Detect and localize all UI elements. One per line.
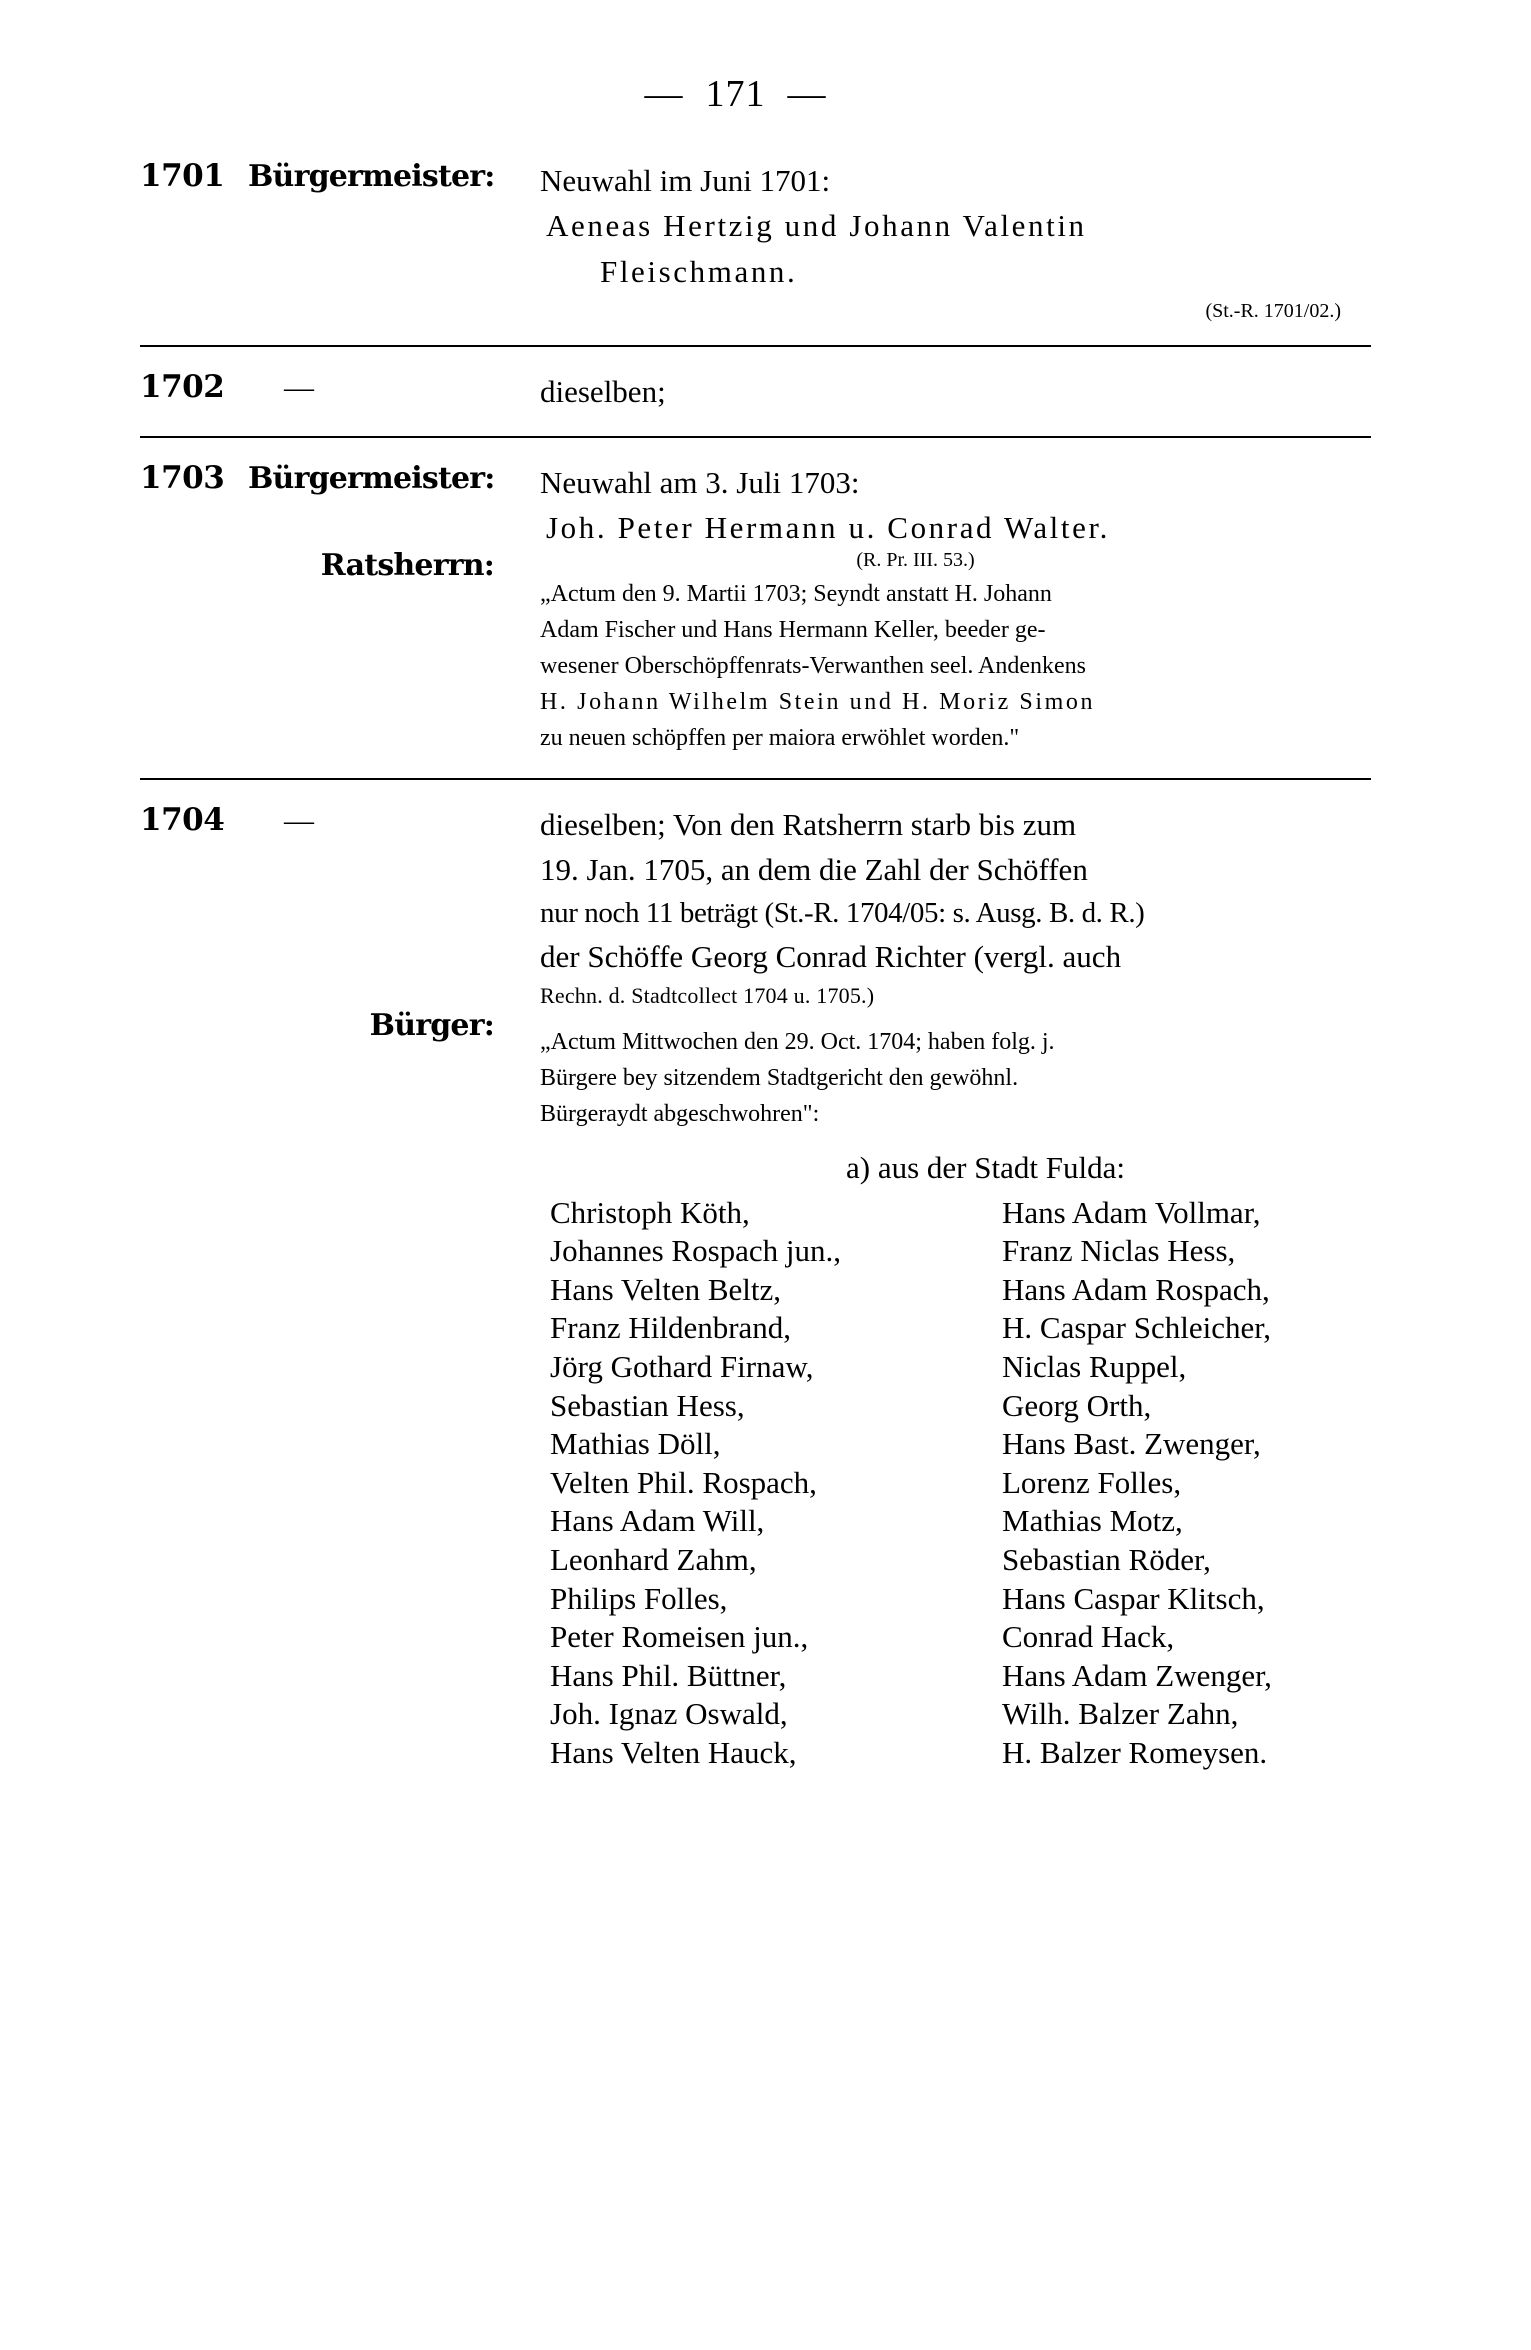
entry-1702-role: — [284, 370, 314, 404]
entry-1703-body [540, 460, 1371, 756]
entry-1704-label [140, 802, 540, 1043]
name-column-right [970, 1194, 1422, 1773]
entry-1703-label [140, 460, 540, 583]
entry-1703-quote-line: H. Johann Wilhelm Stein und H. Moriz Simon [540, 688, 1096, 715]
entry-1704-line-2: 19. Jan. 1705, an dem die Zahl der Schöffen [540, 851, 1088, 887]
list-item: Niclas Ruppel, [1002, 1349, 1187, 1385]
entry-1704-line-5: Rechn. d. Stadtcollect 1704 u. 1705.) [540, 982, 875, 1008]
entry-1701-body [540, 158, 1371, 323]
name-list [540, 1194, 1371, 1773]
list-item: H. Balzer Romeysen. [1002, 1735, 1268, 1770]
name-column-left [540, 1194, 970, 1773]
name-list-heading: a) aus der Stadt Fulda: [846, 1149, 1125, 1185]
entry-1704-line-4: der Schöffe Georg Conrad Richter (vergl. auch [540, 939, 1122, 975]
entry-1703-line-2: Joh. Peter Hermann u. Conrad Walter. [546, 510, 1111, 546]
entry-1701-year: 1701 [140, 158, 225, 194]
entry-1704-year: 1704 [140, 801, 225, 838]
entry-1704-body [540, 802, 1371, 1773]
entry-1703-role-sub: Ratsherrn: [320, 548, 494, 583]
entry-1703-quote [540, 576, 1371, 756]
entry-1701 [140, 158, 1371, 323]
entry-1701-line-3: Fleischmann. [600, 253, 798, 289]
entry-1703 [140, 460, 1371, 756]
entry-list-4 [0, 802, 1531, 1773]
list-item: Lorenz Folles, [1002, 1464, 1182, 1500]
entry-1703-quote-line: zu neuen schöpffen per maiora erwöhlet worden." [540, 724, 1020, 751]
list-item: Velten Phil. Rospach, [550, 1464, 817, 1500]
list-item: H. Caspar Schleicher, [1002, 1310, 1272, 1346]
entry-1703-role: Bürgermeister: [248, 461, 495, 496]
list-item: Hans Velten Hauck, [550, 1735, 797, 1770]
entry-1701-role: Bürgermeister: [248, 159, 495, 194]
entry-1701-label [140, 158, 540, 194]
entry-list-2 [0, 369, 1531, 414]
entry-1704 [140, 802, 1371, 1773]
entry-1704-role: — [284, 803, 314, 837]
list-item: Conrad Hack, [1002, 1619, 1175, 1655]
list-item: Hans Velten Beltz, [550, 1271, 782, 1307]
list-item: Jörg Gothard Firnaw, [550, 1349, 814, 1385]
entry-1701-citation: (St.-R. 1701/02.) [1205, 299, 1341, 322]
list-item: Hans Adam Zwenger, [1002, 1657, 1272, 1693]
list-item: Christoph Köth, [550, 1194, 750, 1230]
entry-1703-quote-line: Adam Fischer und Hans Hermann Keller, beeder ge- [540, 616, 1046, 643]
list-item: Joh. Ignaz Oswald, [550, 1696, 788, 1732]
list-item: Sebastian Röder, [1002, 1542, 1211, 1578]
entry-1702-label [140, 369, 540, 405]
entry-1702 [140, 369, 1371, 414]
list-item: Johannes Rospach jun., [550, 1233, 842, 1269]
entry-list-3 [0, 460, 1531, 756]
list-item: Hans Adam Rospach, [1002, 1271, 1270, 1307]
separator-wrap-1 [0, 345, 1531, 347]
entry-1704-quote-line: Bürgere bey sitzendem Stadtgericht den gewöhnl. [540, 1064, 1019, 1091]
list-item: Leonhard Zahm, [550, 1542, 757, 1578]
list-item: Hans Adam Will, [550, 1503, 765, 1539]
list-item: Peter Romeisen jun., [550, 1619, 809, 1655]
entry-1703-line-1: Neuwahl am 3. Juli 1703: [540, 465, 860, 500]
separator-wrap-3 [0, 778, 1531, 780]
list-item: Hans Caspar Klitsch, [1002, 1580, 1265, 1616]
entry-list [0, 158, 1531, 323]
list-item: Wilh. Balzer Zahn, [1002, 1696, 1239, 1732]
list-item: Hans Adam Vollmar, [1002, 1194, 1261, 1230]
list-item: Franz Hildenbrand, [550, 1310, 792, 1346]
entry-1703-quote-line: „Actum den 9. Martii 1703; Seyndt anstatt H. Johann [540, 580, 1052, 607]
list-item: Mathias Motz, [1002, 1503, 1183, 1539]
entry-1704-quote-line: Bürgeraydt abgeschwohren": [540, 1100, 820, 1127]
entry-1704-quote-line: „Actum Mittwochen den 29. Oct. 1704; haben folg. j. [540, 1028, 1055, 1055]
entry-1702-year: 1702 [140, 368, 225, 405]
entry-1702-body [540, 369, 1371, 414]
entry-1704-line-1: dieselben; Von den Ratsherrn starb bis zum [540, 806, 1077, 842]
page-number-dash-right: — [787, 73, 827, 115]
page-header [0, 0, 1531, 116]
entry-1702-line-1: dieselben; [540, 373, 666, 409]
list-item: Franz Niclas Hess, [1002, 1233, 1236, 1269]
list-item: Georg Orth, [1002, 1387, 1152, 1423]
entry-separator [140, 345, 1371, 347]
entry-1704-role-sub: Bürger: [369, 1007, 494, 1043]
page-number: 171 [705, 73, 766, 115]
entry-1704-buerger-quote [540, 1024, 1371, 1132]
entry-1704-line-3: nur noch 11 beträgt (St.-R. 1704/05: s. Ausg. B. d. R.) [540, 897, 1145, 929]
page-number-dash-left: — [644, 73, 684, 115]
entry-1701-line-1: Neuwahl im Juni 1701: [540, 163, 831, 198]
list-item: Philips Folles, [550, 1580, 728, 1616]
entry-1703-citation: (R. Pr. III. 53.) [856, 548, 975, 571]
list-item: Hans Phil. Büttner, [550, 1657, 787, 1693]
entry-1701-line-2: Aeneas Hertzig und Johann Valentin [546, 208, 1087, 244]
separator-wrap-2 [0, 436, 1531, 438]
entry-1703-quote-line: wesener Oberschöpffenrats-Verwanthen seel. Andenkens [540, 652, 1087, 679]
list-item: Hans Bast. Zwenger, [1002, 1426, 1261, 1462]
list-item: Mathias Döll, [550, 1426, 721, 1462]
entry-separator [140, 778, 1371, 780]
entry-1703-year: 1703 [140, 460, 225, 496]
entry-separator [140, 436, 1371, 438]
list-item: Sebastian Hess, [550, 1387, 745, 1423]
